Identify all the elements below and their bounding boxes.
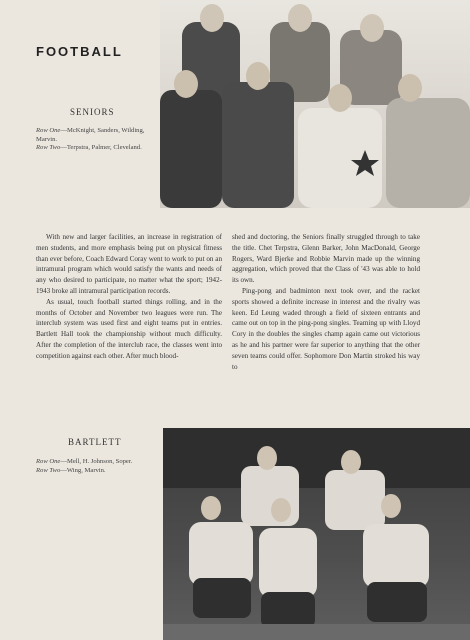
seniors-team-photo: [160, 0, 470, 208]
bartlett-caption: Row One—Mell, H. Johnson, Soper. Row Two—Wing, Marvin.: [36, 458, 133, 474]
bartlett-row-two-names: Wing, Marvin.: [66, 466, 106, 474]
bartlett-row-two-label: Row Two: [36, 466, 61, 474]
seniors-caption: Row One—McKnight, Sanders, Wilding, Marvin. Row Two—Terpstra, Palmer, Cleveland.: [36, 127, 145, 151]
seniors-row-two-label: Row Two: [36, 144, 61, 151]
bartlett-row-one-names: Mell, H. Johnson, Soper.: [66, 458, 133, 465]
seniors-row-two-names: Terpstra, Palmer, Cleveland.: [66, 144, 142, 151]
body-column-left: [36, 232, 222, 362]
right-paragraph-1: shed and doctoring, the Seniors finally struggled through to take the title. Chet Terpstra, Glenn Barker, John MacDonald, George Rogers, Ward Bjerke and Robbie Marvin made up the winning aggregation, which proved that the Class of '43 was able to hold its own.: [232, 233, 420, 285]
bartlett-row-one-label: Row One: [36, 458, 61, 465]
page-heading: FOOTBALL: [36, 44, 123, 59]
bartlett-team-photo: [163, 428, 470, 640]
seniors-row-one-label: Row One: [36, 127, 61, 134]
seniors-title: SENIORS: [70, 107, 115, 117]
body-column-right: [232, 232, 420, 372]
seniors-row-one-names: McKnight, Sanders, Wilding, Marvin.: [36, 127, 145, 143]
left-paragraph-1: With new and larger facilities, an increase in registration of men students, and more emphasis being put on physical fitness than ever before, Coach Edward Coray went to work to put on an intramural program which would satisfy the wants and needs of any who desired to participate, no matter what the sport; 1942-1943 broke all intramural participation records.: [36, 233, 222, 295]
right-paragraph-2: Ping-pong and badminton next took over, and the racket sports showed a definite increase in interest and the rivalry was keen. Ed Leung waded through a field of sixteen entrants and came out on top in the ping-pong singles. Teaming up with Lloyd Cory in the doubles the singles champ again came out victorious as he and his partner were far superior to anything that the other seven teams could offer. Sophomore Don Martin stroked his way to: [232, 286, 420, 371]
left-paragraph-2: As usual, touch football started things rolling, and in the months of October and November two leagues were run. The interclub system was used first and eight teams put in entries. Bartlett Hall took the championship without much difficulty. After the completion of the interclub race, the classes went into competition against each other. After much blood-: [36, 297, 222, 360]
bartlett-title: BARTLETT: [68, 437, 122, 447]
